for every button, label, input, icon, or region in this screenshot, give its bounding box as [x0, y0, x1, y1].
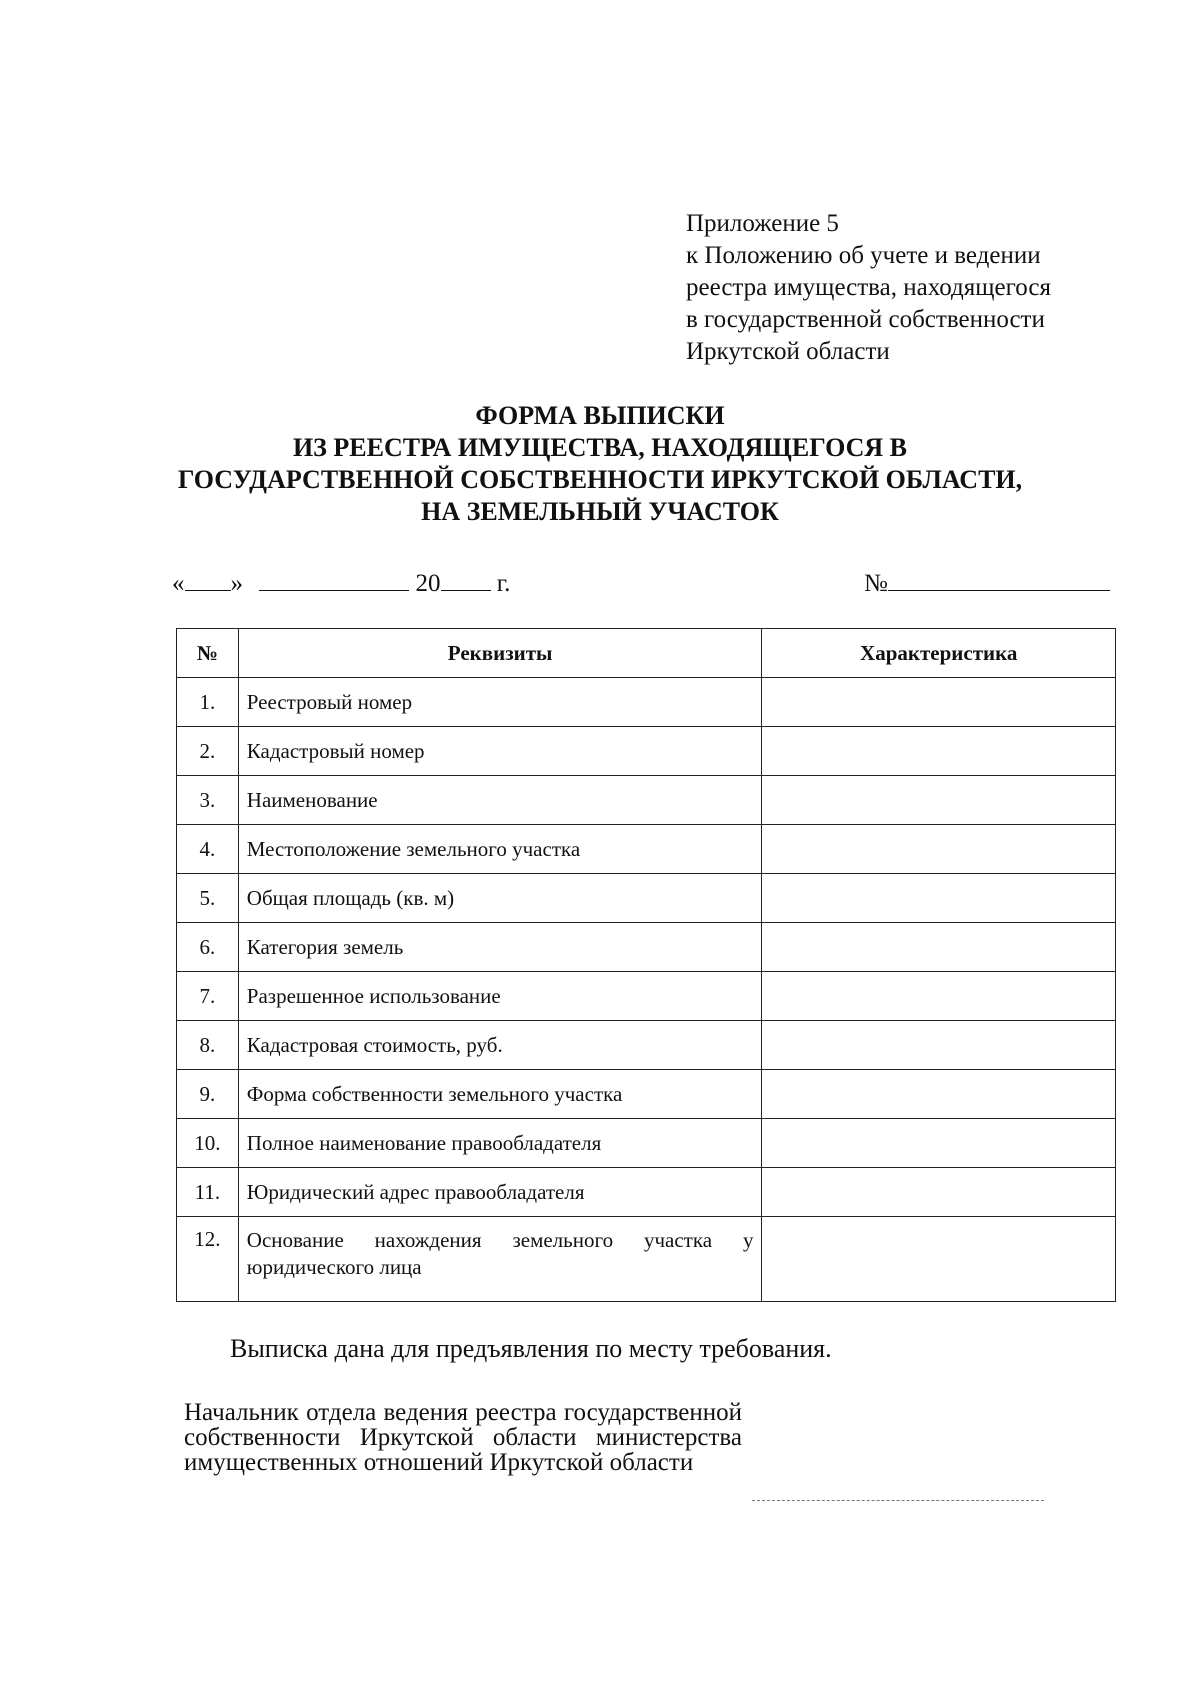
header-number: №	[177, 629, 239, 678]
row-number: 5.	[177, 874, 239, 923]
row-requisite: Наименование	[238, 776, 762, 825]
row-number: 1.	[177, 678, 239, 727]
extract-number-field	[864, 566, 1110, 599]
row-number: 12.	[177, 1217, 239, 1302]
row-value-cell[interactable]	[762, 1217, 1116, 1302]
row-value-cell[interactable]	[762, 727, 1116, 776]
table-row	[177, 825, 1116, 874]
appendix-line: к Положению об учете и ведении	[686, 242, 1041, 269]
appendix-line: Иркутской области	[686, 338, 890, 365]
row-value-cell[interactable]	[762, 972, 1116, 1021]
header-requisites: Реквизиты	[238, 629, 762, 678]
title-line: НА ЗЕМЕЛЬНЫЙ УЧАСТОК	[421, 497, 779, 526]
signature-line[interactable]	[752, 1500, 1044, 1501]
row-number: 7.	[177, 972, 239, 1021]
date-open-quote: «	[172, 570, 185, 597]
row-value-cell[interactable]	[762, 1119, 1116, 1168]
row-number: 9.	[177, 1070, 239, 1119]
number-blank[interactable]	[888, 566, 1110, 591]
row-value-cell[interactable]	[762, 1021, 1116, 1070]
row-requisite: Юридический адрес правообладателя	[238, 1168, 762, 1217]
table-row	[177, 874, 1116, 923]
row-value-cell[interactable]	[762, 825, 1116, 874]
year-blank[interactable]	[441, 566, 491, 591]
row-requisite: Кадастровая стоимость, руб.	[238, 1021, 762, 1070]
title-line: ИЗ РЕЕСТРА ИМУЩЕСТВА, НАХОДЯЩЕГОСЯ В	[292, 433, 908, 462]
row-number: 8.	[177, 1021, 239, 1070]
table-row	[177, 972, 1116, 1021]
row-requisite: Реестровый номер	[238, 678, 762, 727]
row-value-cell[interactable]	[762, 874, 1116, 923]
signatory-position: Начальник отдела ведения реестра государственной собственности Иркутской области министерства имущественных отношений Иркутской области	[184, 1399, 742, 1476]
year-prefix: 20	[415, 570, 441, 597]
row-requisite: Разрешенное использование	[238, 972, 762, 1021]
table-row	[177, 776, 1116, 825]
table-row	[177, 1119, 1116, 1168]
title-line: ГОСУДАРСТВЕННОЙ СОБСТВЕННОСТИ ИРКУТСКОЙ ОБЛАСТИ,	[177, 465, 1023, 494]
requisites-table	[176, 628, 1116, 1302]
row-number: 6.	[177, 923, 239, 972]
row-number: 11.	[177, 1168, 239, 1217]
row-requisite: Местоположение земельного участка	[238, 825, 762, 874]
table-row	[177, 1217, 1116, 1302]
row-number: 3.	[177, 776, 239, 825]
row-requisite: Общая площадь (кв. м)	[238, 874, 762, 923]
header-characteristic: Характеристика	[762, 629, 1116, 678]
day-blank[interactable]	[185, 566, 231, 591]
table-header-row	[177, 629, 1116, 678]
row-requisite: Кадастровый номер	[238, 727, 762, 776]
row-value-cell[interactable]	[762, 776, 1116, 825]
number-sign: №	[864, 570, 888, 597]
row-requisite: Категория земель	[238, 923, 762, 972]
table-row	[177, 1070, 1116, 1119]
row-requisite: Основание нахождения земельного участка у юридического лица	[238, 1217, 762, 1302]
date-close-quote: »	[230, 570, 243, 597]
appendix-header	[686, 208, 1051, 368]
row-requisite: Полное наименование правообладателя	[238, 1119, 762, 1168]
table-row	[177, 923, 1116, 972]
table-row	[177, 678, 1116, 727]
table-row	[177, 1168, 1116, 1217]
appendix-line: в государственной собственности	[686, 306, 1045, 333]
table-row	[177, 727, 1116, 776]
row-number: 2.	[177, 727, 239, 776]
row-value-cell[interactable]	[762, 678, 1116, 727]
year-suffix: г.	[496, 570, 511, 597]
table-row	[177, 1021, 1116, 1070]
appendix-line: реестра имущества, находящегося	[686, 274, 1051, 301]
appendix-line: Приложение 5	[686, 210, 839, 237]
row-value-cell[interactable]	[762, 1168, 1116, 1217]
title-line: ФОРМА ВЫПИСКИ	[475, 401, 725, 430]
date-field	[172, 566, 510, 599]
row-requisite: Форма собственности земельного участка	[238, 1070, 762, 1119]
row-value-cell[interactable]	[762, 923, 1116, 972]
issued-statement: Выписка дана для предъявления по месту требования.	[230, 1334, 832, 1363]
month-blank[interactable]	[259, 566, 409, 591]
row-number: 4.	[177, 825, 239, 874]
row-value-cell[interactable]	[762, 1070, 1116, 1119]
row-number: 10.	[177, 1119, 239, 1168]
document-title	[0, 400, 1200, 528]
